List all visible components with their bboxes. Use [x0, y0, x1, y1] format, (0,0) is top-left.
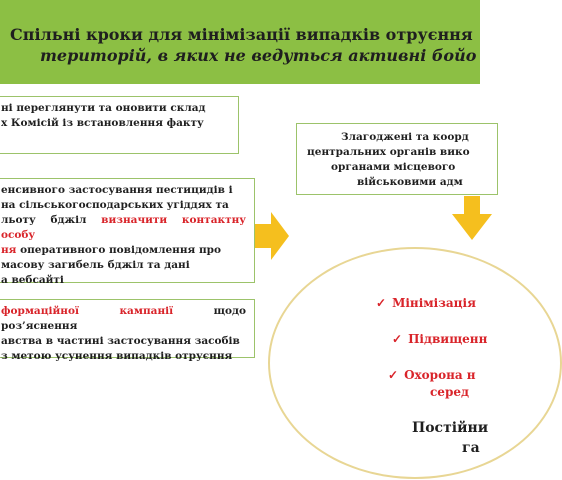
coordination-box — [296, 123, 498, 195]
text-line: а вебсайті — [1, 274, 64, 286]
text-line: авства в частині застосування засобів — [1, 335, 240, 347]
text-line: органами місцевого — [331, 161, 456, 173]
text-line: ні переглянути та оновити склад — [1, 102, 206, 114]
step-box-pesticides — [0, 178, 255, 286]
check-icon: ✓ — [376, 296, 387, 310]
step-box-text — [1, 183, 246, 288]
text-span: льоту бджіл — [1, 214, 102, 226]
page-title: Спільні кроки для мінімізації випадків отруєння — [10, 25, 473, 44]
check-icon: ✓ — [392, 332, 403, 346]
step-box-commission — [0, 96, 239, 154]
text-line: х Комісій із встановлення факту — [1, 117, 204, 129]
highlight-text: визначити контактну особу — [1, 214, 246, 241]
step-box-text — [301, 130, 546, 190]
bottom-text-line2: га — [462, 440, 480, 456]
check-icon: ✓ — [388, 368, 399, 382]
page-subtitle: територій, в яких не ведуться активні бойо — [40, 46, 477, 65]
text-line — [1, 304, 246, 334]
text-span: щодо роз’яснення — [1, 305, 246, 332]
text-line: центральних органів вико — [307, 146, 470, 158]
title-banner — [0, 0, 480, 84]
step-box-text — [1, 304, 246, 364]
text-line: Злагоджені та коорд — [341, 131, 469, 143]
text-span: оперативного повідомлення про — [16, 244, 221, 256]
goal-label: Охорона н — [404, 368, 476, 382]
goal-label: Мінімізація — [392, 296, 476, 310]
text-line: військовими адм — [357, 176, 463, 188]
text-line: енсивного застосування пестицидів і — [1, 184, 233, 196]
text-line — [1, 243, 246, 258]
goal-protection-line2: серед — [430, 385, 469, 399]
highlight-text: формаційної кампанії — [1, 305, 174, 317]
text-line: на сільськогосподарських угіддях та — [1, 199, 229, 211]
goal-label: Підвищенн — [408, 332, 488, 346]
step-box-text — [1, 101, 246, 131]
text-line: з метою усунення випадків отруєння — [1, 350, 233, 362]
goal-protection — [388, 368, 476, 382]
down-arrow-icon — [452, 196, 492, 240]
text-line: масову загибель бджіл та дані — [1, 259, 190, 271]
goals-ellipse — [268, 247, 562, 479]
right-arrow-icon — [255, 212, 289, 260]
goal-minimization — [376, 296, 476, 310]
text-line — [1, 213, 246, 243]
goal-increase — [392, 332, 487, 346]
step-box-info-campaign — [0, 299, 255, 362]
highlight-text: ня — [1, 244, 17, 256]
bottom-text-line1: Постійни — [412, 420, 489, 436]
